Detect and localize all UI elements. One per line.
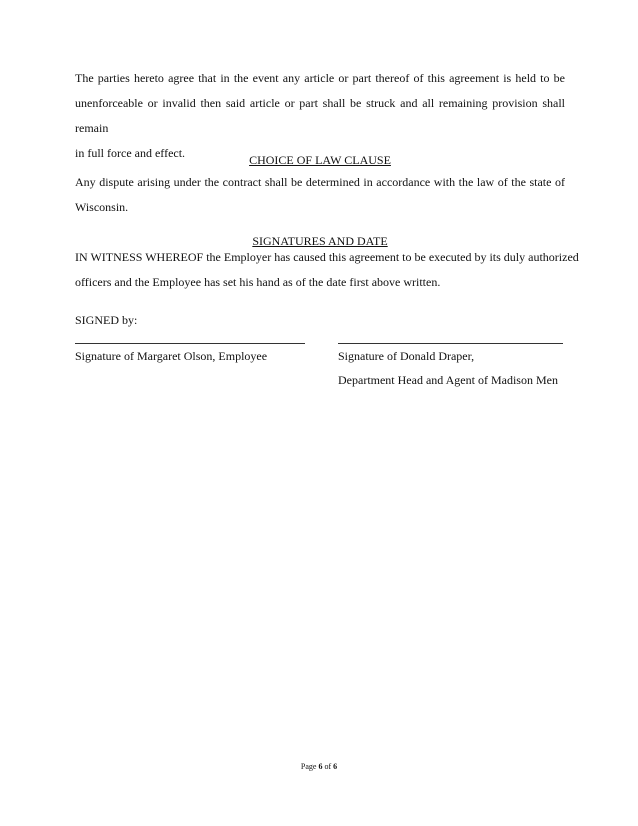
page-prefix: Page: [300, 762, 317, 771]
signed-by-label: SIGNED by:: [75, 313, 138, 327]
signatures-heading: SIGNATURES AND DATE: [252, 234, 388, 248]
page-footer: [0, 762, 638, 771]
page-of: of: [324, 762, 332, 771]
employee-signature-label: Signature of Margaret Olson, Employee: [75, 349, 268, 363]
employer-signature-label-1: Signature of Donald Draper,: [338, 349, 475, 363]
severability-line-3: in full force and effect.: [75, 146, 186, 160]
severability-line-2: unenforceable or invalid then said article or part shall be struck and all remaining provision shall remain: [75, 96, 565, 135]
witness-paragraph: [75, 245, 579, 295]
employer-signature-label-2: Department Head and Agent of Madison Men: [338, 373, 558, 387]
witness-line-2: officers and the Employee has set his hand as of the date first above written.: [75, 275, 441, 289]
severability-line-1: The parties hereto agree that in the event any article or part thereof of this agreement is held to be: [75, 71, 565, 85]
choice-of-law-paragraph: [75, 170, 565, 220]
witness-line-1: IN WITNESS WHEREOF the Employer has caused this agreement to be executed by its duly authorized: [75, 250, 579, 264]
page-current: 6: [318, 762, 323, 771]
choice-of-law-line-1: Any dispute arising under the contract shall be determined in accordance with the law of the state of: [75, 175, 565, 189]
choice-of-law-heading: CHOICE OF LAW CLAUSE: [249, 153, 391, 167]
choice-of-law-line-2: Wisconsin.: [75, 200, 129, 214]
page-total: 6: [333, 762, 338, 771]
